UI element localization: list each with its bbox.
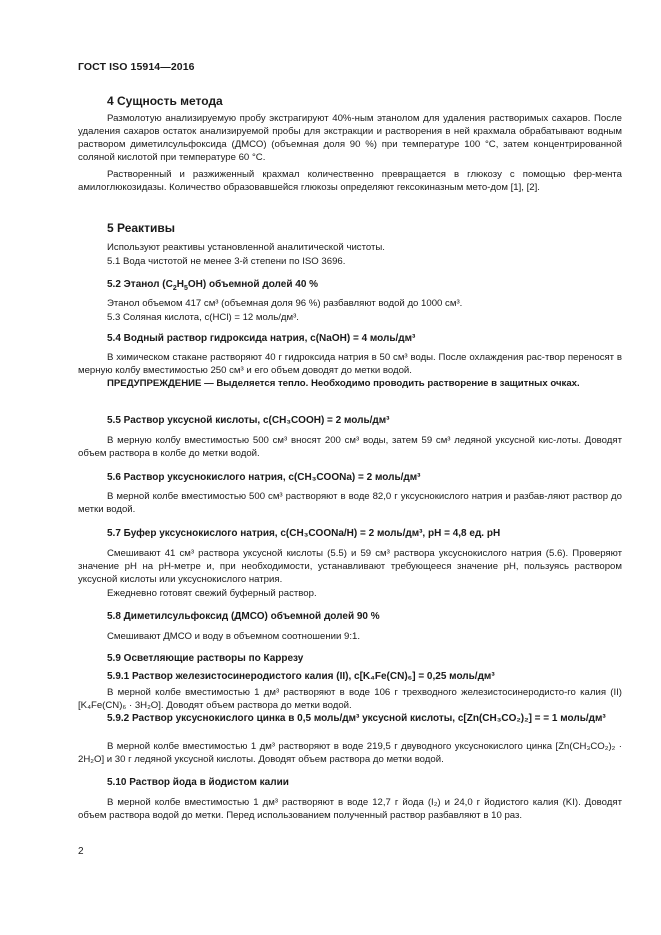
- reagents-intro: Используют реактивы установленной аналитической чистоты.: [107, 242, 385, 253]
- document-header: ГОСТ ISO 15914—2016: [78, 61, 195, 73]
- reagent-5-7-title: 5.7 Буфер уксуснокислого натрия, c(CH₃COONa/H) = 2 моль/дм³, pH = 4,8 ед. pH: [107, 528, 501, 539]
- section-4-title: 4 Сущность метода: [107, 94, 223, 108]
- reagent-5-8-title: 5.8 Диметилсульфоксид (ДМСО) объемной долей 90 %: [107, 611, 380, 622]
- reagent-5-9-1-text: В мерной колбе вместимостью 1 дм³ растворяют в воде 106 г трехводного железистосинеродисто-го калия (II) [K₄Fe(CN)₆ · 3H₂O]. Доводят объем раствора до метки водой.: [78, 687, 622, 712]
- reagent-5-9-2-text: В мерной колбе вместимостью 1 дм³ растворяют в воде 219,5 г двуводного уксуснокислого цинка [Zn(CH₃CO₂)₂ · 2H₂O] и 30 г ледяной уксусной кислоты. Доводят объем раствора до метки водой.: [78, 741, 622, 766]
- reagent-5-9-1-title: 5.9.1 Раствор железистосинеродистого калия (II), c[K₄Fe(CN)₆] = 0,25 моль/дм³: [107, 671, 495, 682]
- reagent-5-10-text: В мерной колбе вместимостью 1 дм³ растворяют в воде 12,7 г йода (I₂) и 24,0 г йодистого калия (KI). Доводят объем раствора водой до метки. Перед использованием полученный раствор разбавляют в 10 раз.: [78, 797, 622, 822]
- reagent-5-4-warning: ПРЕДУПРЕЖДЕНИЕ — Выделяется тепло. Необходимо проводить растворение в защитных очках.: [107, 378, 580, 389]
- reagent-5-4-title: 5.4 Водный раствор гидроксида натрия, c(NaOH) = 4 моль/дм³: [107, 333, 416, 344]
- reagent-5-5-text: В мерную колбу вместимостью 500 см³ вносят 200 см³ воды, затем 59 см³ ледяной уксусной кис-лоты. Доводят объем раствора в колбе до метки водой.: [78, 435, 622, 460]
- reagent-5-9-2-title: 5.9.2 Раствор уксуснокислого цинка в 0,5 моль/дм³ уксусной кислоты, c[Zn(CH₃CO₂)₂] = = 1 моль/дм³: [107, 713, 606, 724]
- reagent-5-2-title: 5.2 Этанол $(C_2H_5OH)$ объемной долей 40 %: [107, 279, 319, 292]
- reagent-5-10-title: 5.10 Раствор йода в йодистом калии: [107, 777, 289, 788]
- reagent-5-7-note: Ежедневно готовят свежий буферный раствор.: [107, 588, 317, 599]
- page-number: 2: [78, 846, 84, 857]
- reagent-5-6-title: 5.6 Раствор уксуснокислого натрия, c(CH₃COONa) = 2 моль/дм³: [107, 472, 421, 483]
- reagent-5-9-title: 5.9 Осветляющие растворы по Каррезу: [107, 653, 304, 664]
- reagent-5-8-text: Смешивают ДМСО и воду в объемном соотношении 9:1.: [107, 631, 361, 642]
- reagent-5-5-title: 5.5 Раствор уксусной кислоты, c(CH₃COOH) = 2 моль/дм³: [107, 415, 390, 426]
- reagent-5-3: 5.3 Соляная кислота, c(HCl) = 12 моль/дм³.: [107, 312, 299, 323]
- reagent-5-4-text: В химическом стакане растворяют 40 г гидроксида натрия в 50 см³ воды. После охлаждения рас-твор переносят в мерную колбу вместимостью 250 см³ и его объем доводят до метки водой.: [78, 352, 622, 377]
- reagent-5-1: 5.1 Вода чистотой не менее 3-й степени по ISO 3696.: [107, 256, 346, 267]
- section-5-title: 5 Реактивы: [107, 221, 175, 235]
- section-4-paragraph-2: Растворенный и разжиженный крахмал количественно превращается в глюкозу с помощью фер-мента амилоглюкозидазы. Количество образовавшейся глюкозы определяют гексокиназным мето-дом [1], [2].: [78, 169, 622, 194]
- section-4-paragraph-1: Размолотую анализируемую пробу экстрагируют 40%-ным этанолом для удаления растворимых сахаров. После удаления сахаров остаток анализируемой пробы для экстракции и растворения в ней крахмала обрабатывают водным раствором диметилсульфоксида (ДМСО) (объемная доля 90 %) при температуре 100 °С, затем концентрированной соляной кислотой при температуре 60 °С.: [78, 113, 622, 164]
- reagent-5-2-text: Этанол объемом 417 см³ (объемная доля 96 %) разбавляют водой до 1000 см³.: [107, 298, 463, 309]
- reagent-5-6-text: В мерной колбе вместимостью 500 см³ растворяют в воде 82,0 г уксуснокислого натрия и разбав-ляют раствор до метки водой.: [78, 491, 622, 516]
- reagent-5-7-text: Смешивают 41 см³ раствора уксусной кислоты (5.5) и 59 см³ раствора уксуснокислого натрия (5.6). Проверяют значение pH на pH-метре и, при необходимости, устанавливают требующееся значение pH, пользуясь раствором уксусной кислоты или уксуснокислого натрия.: [78, 548, 622, 586]
